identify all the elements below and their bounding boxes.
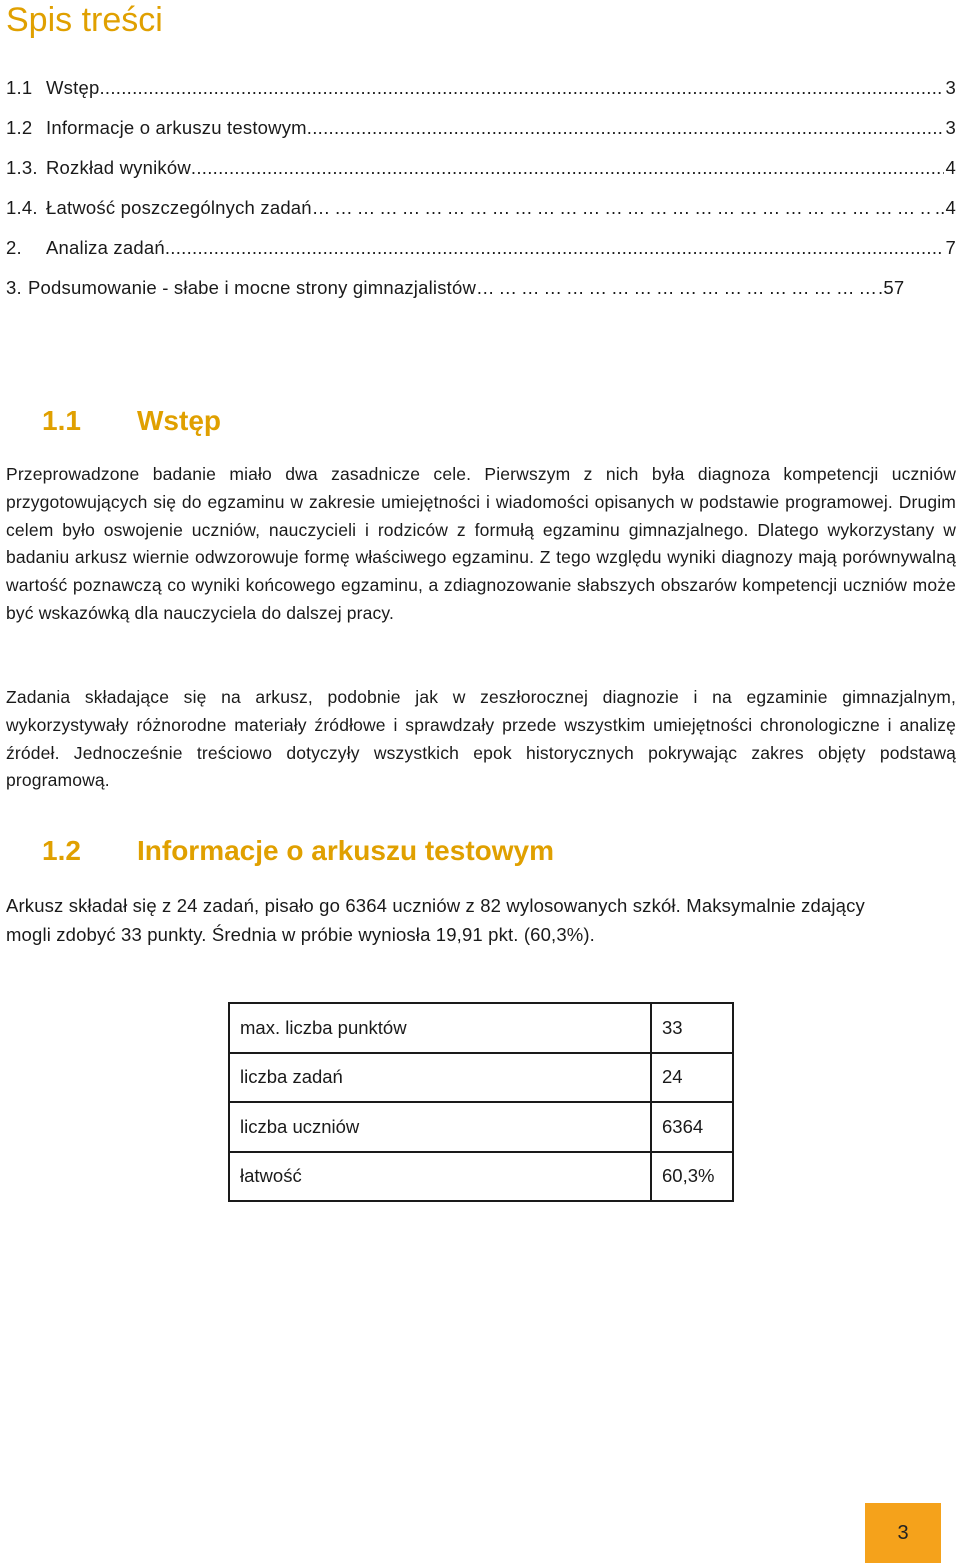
- toc-item-label: Rozkład wyników: [46, 157, 191, 178]
- toc-item-number: 1.1: [6, 77, 33, 98]
- toc-item-informacje[interactable]: [6, 108, 956, 148]
- toc-leader: [476, 268, 876, 308]
- toc-item-number: 3.: [6, 277, 22, 298]
- stats-label: łatwość: [229, 1152, 651, 1202]
- table-row: [229, 1053, 733, 1103]
- table-row: [229, 1102, 733, 1152]
- stats-label: liczba uczniów: [229, 1102, 651, 1152]
- section-title: Wstęp: [137, 405, 221, 436]
- toc-item-page: 3: [945, 77, 956, 98]
- toc-item-number: 1.4.: [6, 197, 38, 218]
- toc-item-label: Analiza zadań: [46, 237, 165, 258]
- toc-item-number: 2.: [6, 237, 22, 258]
- toc-item-analiza[interactable]: [6, 228, 956, 268]
- toc-item-label: Łatwość poszczególnych zadań: [46, 197, 312, 218]
- table-row: [229, 1003, 733, 1053]
- stats-value: 24: [651, 1053, 733, 1103]
- toc-item-page: 7: [945, 237, 956, 258]
- toc-item-wstep[interactable]: [6, 68, 956, 108]
- page-number: 3: [897, 1521, 909, 1544]
- toc-item-rozklad[interactable]: [6, 148, 956, 188]
- toc-item-page: ..4: [934, 197, 956, 218]
- table-row: [229, 1152, 733, 1202]
- section-title: Informacje o arkuszu testowym: [137, 835, 555, 866]
- section-number: 1.2: [42, 835, 81, 866]
- section-heading-wstep: [42, 404, 221, 438]
- toc-item-page: .57: [878, 277, 905, 298]
- section-heading-informacje: [42, 834, 554, 868]
- stats-label: liczba zadań: [229, 1053, 651, 1103]
- toc-item-page: 4: [945, 157, 956, 178]
- toc-leader: [312, 188, 933, 228]
- toc-item-latwosc[interactable]: [6, 188, 956, 228]
- toc-leader: [191, 148, 944, 188]
- stats-value: 60,3%: [651, 1152, 733, 1202]
- toc-title: Spis treści: [6, 1, 163, 39]
- toc-leader: [99, 68, 943, 108]
- toc-leader: [307, 108, 944, 148]
- toc-item-label: Wstęp: [46, 77, 100, 98]
- sheet-info-paragraph: Arkusz składał się z 24 zadań, pisało go 6364 uczniów z 82 wylosowanych szkół. Maksymalnie zdający mogli zdobyć 33 punkty. Średnia w próbie wyniosła 19,91 pkt. (60,3%).: [6, 895, 865, 945]
- intro-paragraph-1: Przeprowadzone badanie miało dwa zasadnicze cele. Pierwszym z nich była diagnoza kompetencji uczniów przygotowujących się do egzaminu w zakresie umiejętności i wiadomości opisanych w podstawie programowej. Drugim celem było oswojenie uczniów, nauczycieli i rodziców z formułą egzaminu gimnazjalnego. Dlatego wykorzystany w badaniu arkusz wiernie odwzorowuje formę właściwego egzaminu. Z tego względu wyniki diagnozy mają porównywalną wartość poznawczą co wyniki końcowego egzaminu, a zdiagnozowanie słabszych obszarów kompetencji uczniów może być wskazówką dla nauczyciela do dalszej pracy.: [6, 464, 956, 623]
- stats-label: max. liczba punktów: [229, 1003, 651, 1053]
- toc-item-number: 1.3.: [6, 157, 38, 178]
- section-number: 1.1: [42, 405, 81, 436]
- table-of-contents: [6, 68, 956, 308]
- toc-item-label: Informacje o arkuszu testowym: [46, 117, 307, 138]
- stats-value: 33: [651, 1003, 733, 1053]
- toc-item-page: 3: [945, 117, 956, 138]
- stats-value: 6364: [651, 1102, 733, 1152]
- intro-paragraph-2: Zadania składające się na arkusz, podobnie jak w zeszłorocznej diagnozie i na egzaminie gimnazjalnym, wykorzystywały różnorodne materiały źródłowe i sprawdzały przede wszystkim umiejętności chronologiczne i analizę źródeł. Jednocześnie treściowo dotyczyły wszystkich epok historycznych pokrywając zakres objęty podstawą programową.: [6, 687, 956, 791]
- toc-leader: [165, 228, 944, 268]
- sheet-stats-table: [228, 1002, 734, 1202]
- page-number-badge: [865, 1503, 941, 1563]
- toc-item-number: 1.2: [6, 117, 33, 138]
- toc-item-podsumowanie[interactable]: [6, 268, 956, 308]
- toc-item-label: Podsumowanie - słabe i mocne strony gimnazjalistów: [28, 277, 477, 298]
